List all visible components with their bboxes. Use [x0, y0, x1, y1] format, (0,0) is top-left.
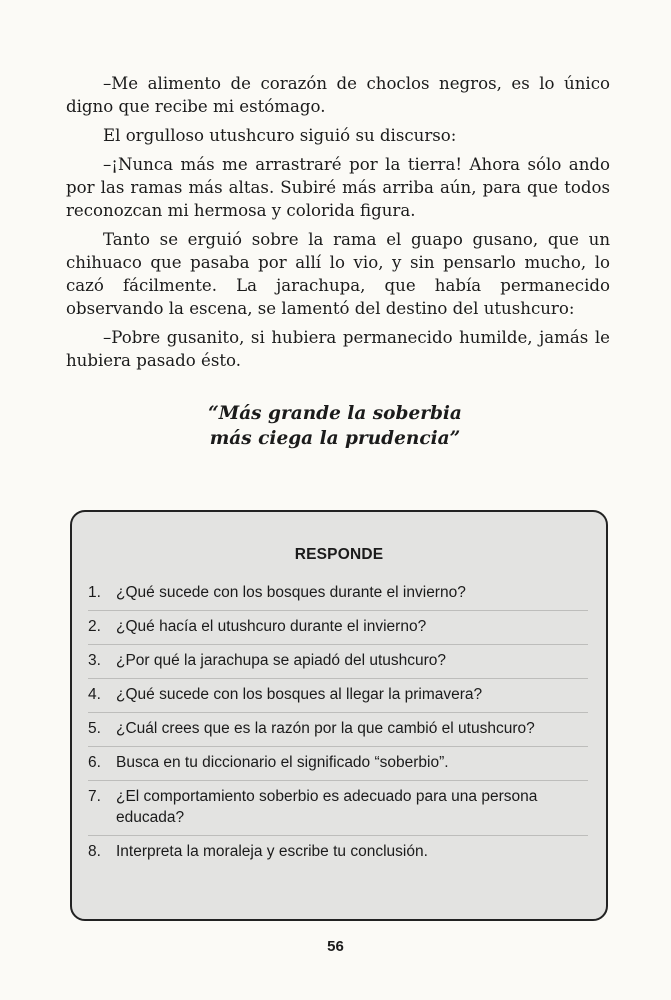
question-text: ¿Cuál crees que es la razón por la que cambió el utushcuro? [116, 720, 535, 737]
question-number: 3. [88, 652, 101, 669]
story-paragraph: –¡Nunca más me arrastraré por la tierra! Ahora sólo ando por las ramas más altas. Subiré más arriba aún, para que todos reconozcan mi hermosa y colorida figura. [66, 155, 610, 220]
question-item [88, 716, 588, 747]
responde-box [70, 510, 608, 921]
question-number: 8. [88, 843, 101, 860]
question-text: ¿Por qué la jarachupa se apiadó del utushcuro? [116, 652, 447, 669]
question-item [88, 614, 588, 645]
question-number: 2. [88, 618, 101, 635]
story-text [66, 72, 610, 378]
question-number: 7. [88, 788, 101, 805]
moral-line: “Más grande la soberbia [208, 403, 462, 424]
question-number: 1. [88, 584, 101, 601]
question-number: 4. [88, 686, 101, 703]
story-paragraph: Tanto se erguió sobre la rama el guapo gusano, que un chihuaco que pasaba por allí lo vio, y sin pensarlo mucho, lo cazó fácilmente. La jarachupa, que había permanecido observando la escena, se lamentó del destino del utushcuro: [66, 230, 610, 318]
question-item [88, 682, 588, 713]
question-list [88, 580, 588, 872]
question-text: ¿Qué sucede con los bosques durante el invierno? [116, 584, 466, 601]
question-item [88, 839, 588, 869]
responde-title: RESPONDE [294, 546, 384, 563]
question-text: ¿Qué hacía el utushcuro durante el invierno? [116, 618, 427, 635]
question-number: 5. [88, 720, 101, 737]
page-number: 56 [327, 938, 344, 955]
question-item [88, 784, 588, 836]
moral-line: más ciega la prudencia” [209, 428, 461, 449]
question-number: 6. [88, 754, 101, 771]
story-paragraph: –Me alimento de corazón de choclos negros, es lo único digno que recibe mi estómago. [66, 74, 610, 116]
question-text: Interpreta la moraleja y escribe tu conclusión. [116, 843, 428, 860]
moral-quote [120, 401, 550, 451]
question-text: ¿El comportamiento soberbio es adecuado para una persona educada? [116, 788, 538, 826]
story-paragraph: El orgulloso utushcuro siguió su discurso: [103, 126, 457, 145]
story-paragraph: –Pobre gusanito, si hubiera permanecido humilde, jamás le hubiera pasado ésto. [66, 328, 610, 370]
question-item [88, 580, 588, 611]
question-item [88, 648, 588, 679]
question-item [88, 750, 588, 781]
question-text: Busca en tu diccionario el significado “soberbio”. [116, 754, 449, 771]
question-text: ¿Qué sucede con los bosques al llegar la primavera? [116, 686, 483, 703]
